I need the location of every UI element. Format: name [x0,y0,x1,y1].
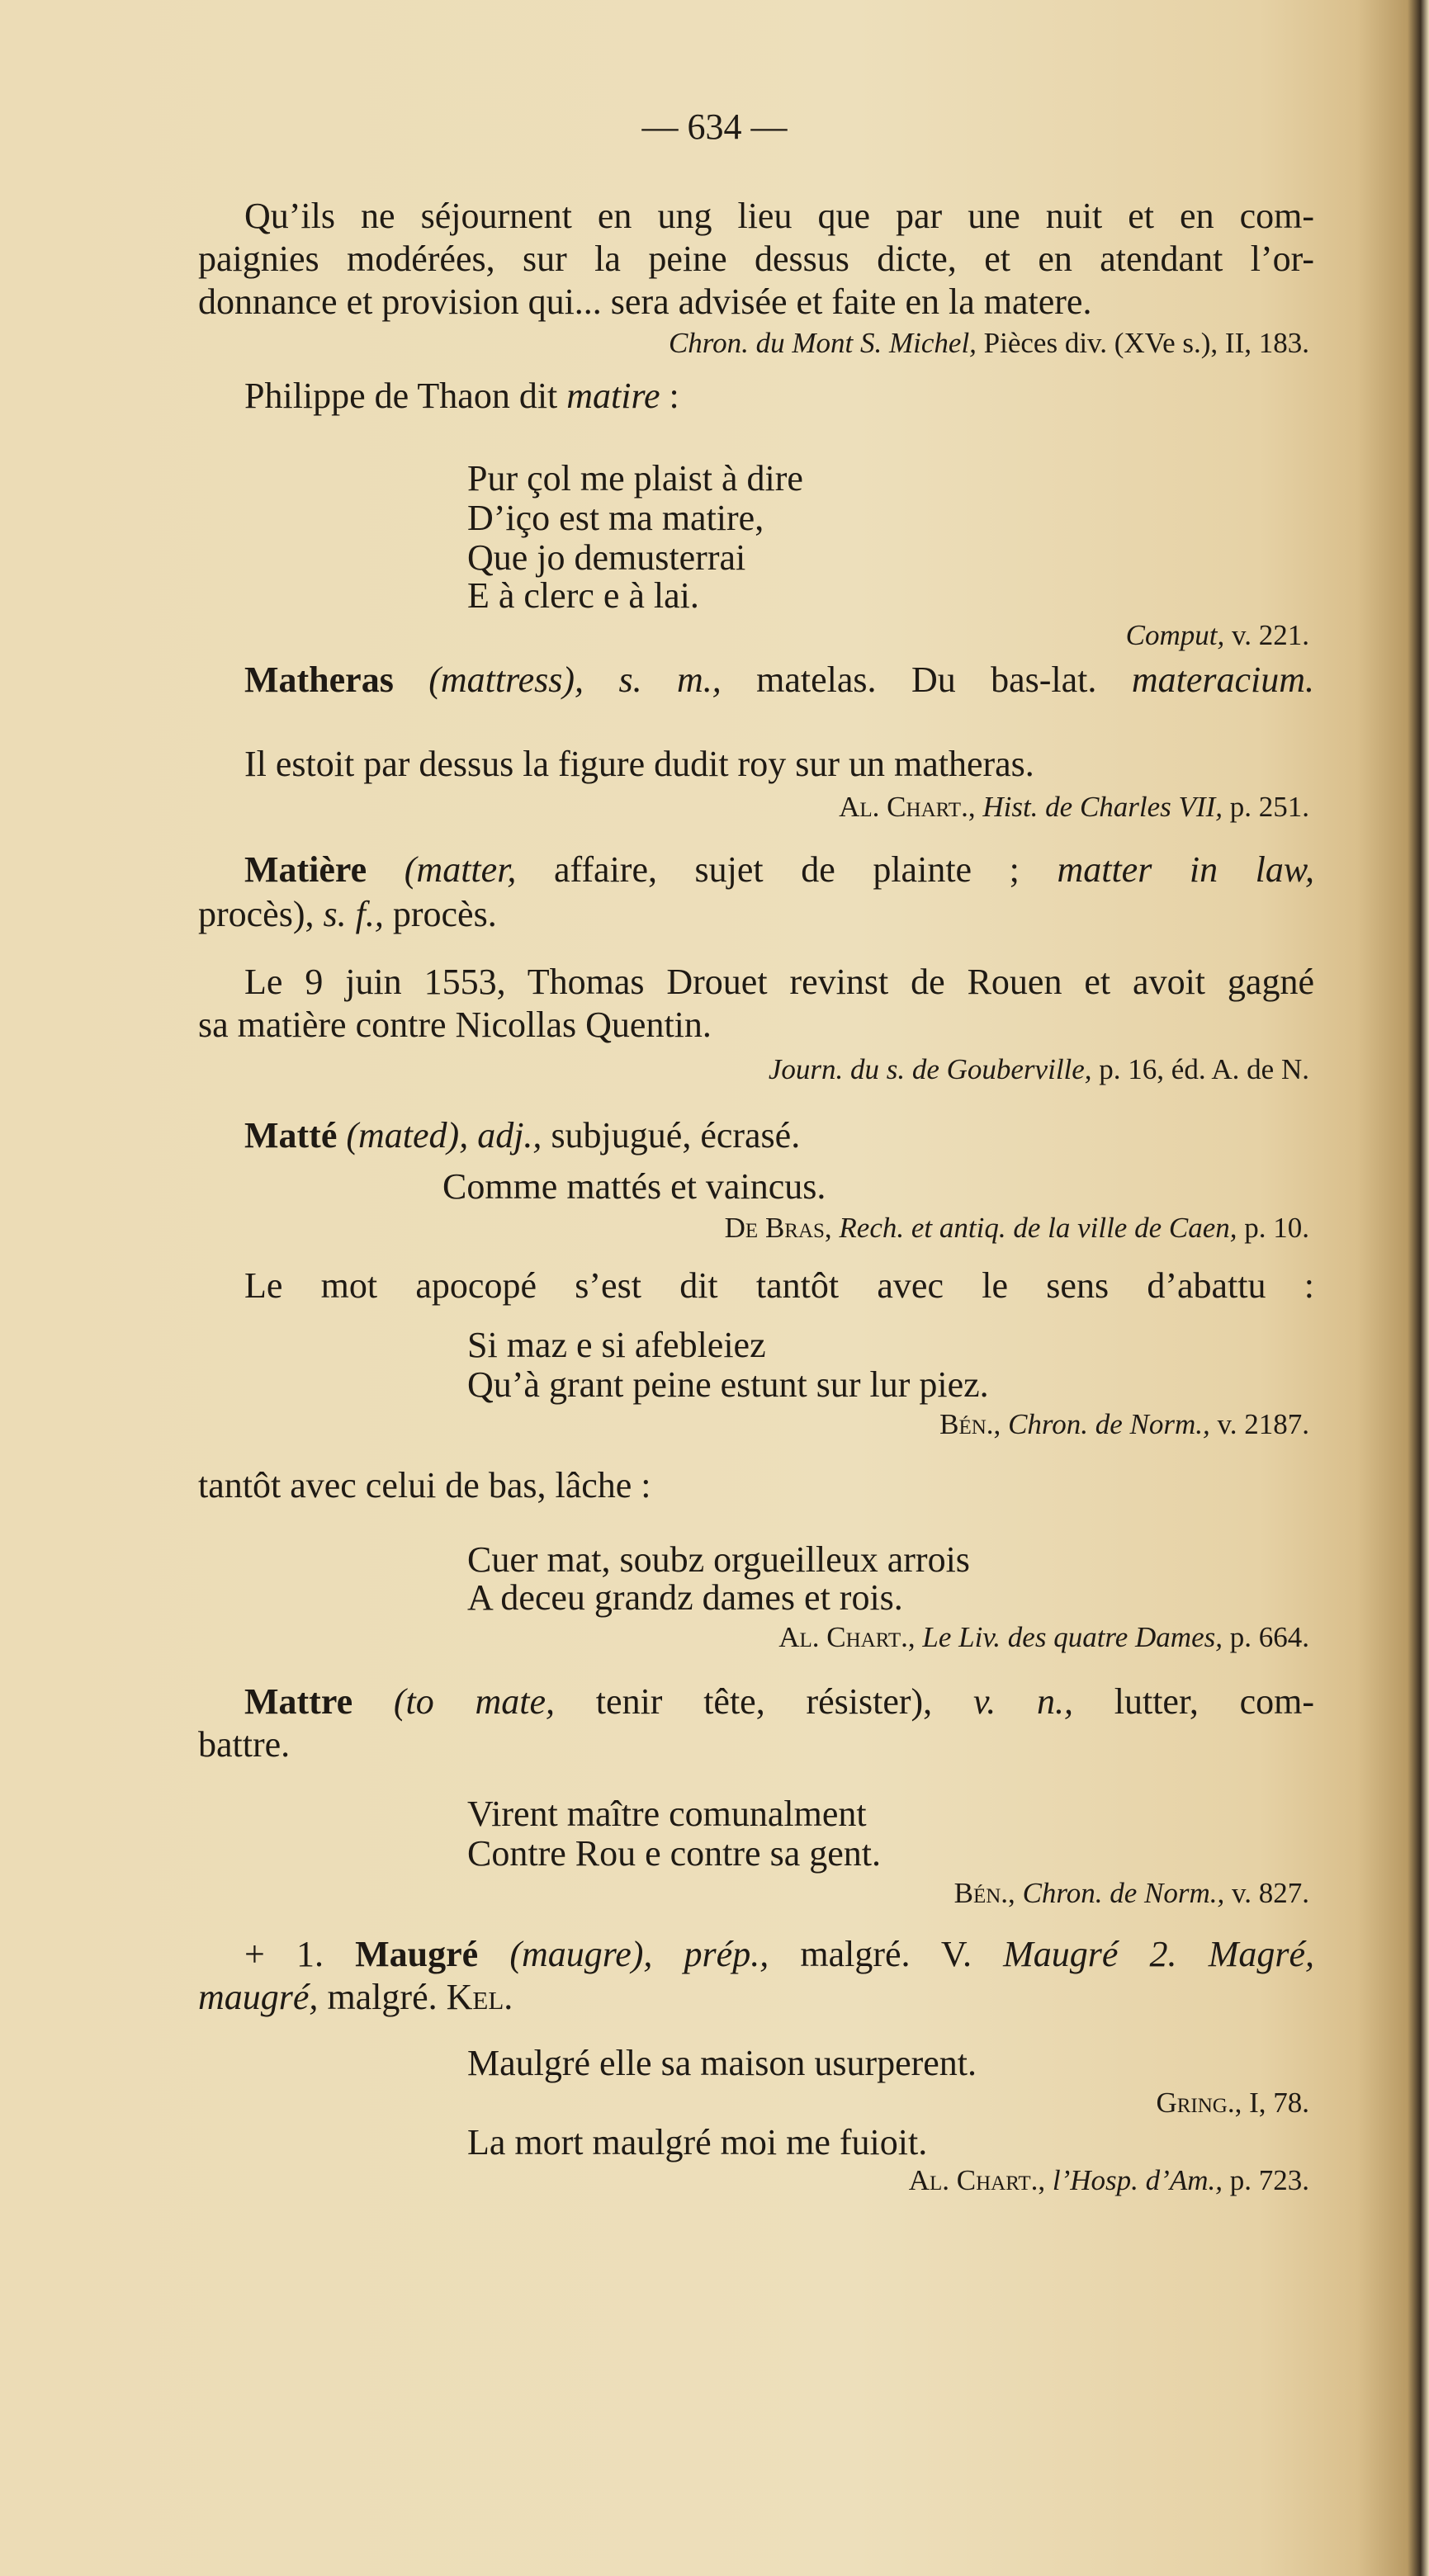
roman-text: Il estoit par dessus la figure dudit roy sur un matheras. [244,744,1034,784]
roman-text: E à clerc e à lai. [467,575,699,616]
roman-text: Virent maître comunalment [467,1794,867,1834]
citation-line [939,1403,1309,1446]
italic-text: Journ. du s. de Gouberville, [768,1053,1092,1085]
headword: Matière [244,849,405,890]
citation-line [1126,614,1309,657]
text-line [198,281,1091,324]
verse-line [467,2121,927,2164]
headword: Matté [244,1115,347,1156]
italic-text: materacium. [1131,659,1314,700]
roman-text: procès. [383,894,497,934]
roman-text: Le mot apocopé s’est dit tantôt avec le sens d’abattu : [244,1265,1314,1306]
roman-text: p. 10. [1237,1212,1309,1244]
text-line [244,848,1314,891]
roman-text: I, 78. [1242,2087,1309,2119]
italic-text: (mattress), s. m., [428,659,722,700]
roman-text: malgré. [318,1977,447,2017]
verse-line [467,1832,881,1875]
roman-text: Pièces div. (XVe s.), II, 183. [976,327,1309,359]
italic-text: s. f., [323,894,384,934]
italic-text: Chron. du Mont S. Michel, [668,327,977,359]
text-line [198,1976,513,2019]
italic-text: Rech. et antiq. de la ville de Caen, [839,1212,1237,1244]
italic-text: (to mate, [393,1681,556,1722]
text-line [198,893,497,936]
italic-text: (maugre), prép., [509,1934,769,1974]
roman-text: Maulgré elle sa maison usurperent. [467,2043,977,2083]
verse-line [467,1364,989,1406]
text-line [198,1723,290,1766]
roman-text: A deceu grandz dames et rois. [467,1577,903,1618]
verse-line [467,574,699,617]
roman-text: v. 2187. [1209,1408,1309,1440]
roman-text: p. 723. [1223,2164,1309,2196]
verse-line [467,2042,977,2085]
roman-text [1045,2164,1053,2196]
verse-line [467,1576,903,1619]
citation-line [909,2159,1309,2202]
roman-text: p. 664. [1223,1621,1309,1653]
verse-line [467,1793,867,1836]
roman-text [1001,1408,1008,1440]
roman-text: Cuer mat, soubz orgueilleux arrois [467,1539,970,1580]
headword: Maugré [355,1934,510,1974]
roman-text [1015,1877,1023,1909]
roman-text: battre. [198,1724,291,1765]
author-abbrev: Kel. [446,1977,513,2017]
verse-line [467,536,745,579]
author-abbrev: Al. Chart., [839,791,976,823]
roman-text: Le 9 juin 1553, Thomas Drouet revinst de Rouen et avoit gagné [244,962,1314,1002]
roman-text: Si maz e si afebleiez [467,1325,766,1365]
italic-text: l’Hosp. d’Am., [1052,2164,1223,2196]
roman-text: Philippe de Thaon dit [244,376,567,416]
roman-text: sa matière contre Nicollas Quentin. [198,1004,712,1045]
italic-text: Chron. de Norm., [1022,1877,1225,1909]
roman-text: : [660,376,679,416]
text-line [244,1114,800,1157]
headword: Mattre [244,1681,394,1722]
text-line [198,1004,712,1047]
verse-line [467,497,764,540]
text-line [198,1464,651,1507]
author-abbrev: Al. Chart., [908,2164,1046,2196]
citation-line [839,786,1309,829]
text-line [244,195,1314,238]
text-line [244,375,679,418]
text-line [244,961,1314,1004]
italic-text: Hist. de Charles VII, [982,791,1223,823]
verse-line [467,457,803,500]
roman-text: tenir tête, résister), [555,1681,973,1722]
roman-text: affaire, sujet de plainte ; [516,849,1058,890]
roman-text: Qu’à grant peine estunt sur lur piez. [467,1364,989,1405]
roman-text: tantôt avec celui de bas, lâche : [198,1465,651,1505]
roman-text: matelas. Du bas-lat. [721,659,1132,700]
roman-text: Comme mattés et vaincus. [442,1166,826,1207]
roman-text: v. 221. [1224,619,1309,651]
text-line [244,1680,1314,1723]
roman-text: lutter, com- [1072,1681,1315,1722]
author-abbrev: Bén., [953,1877,1015,1909]
roman-text: p. 16, éd. A. de N. [1091,1053,1309,1085]
italic-text: maugré, [198,1977,319,2017]
roman-text: La mort maulgré moi me fuioit. [467,2122,928,2162]
text-line [244,659,1314,702]
citation-line [954,1872,1309,1915]
author-abbrev: Al. Chart., [778,1621,916,1653]
citation-line [778,1616,1309,1659]
text-line [244,1933,1314,1976]
verse-line [467,1324,766,1367]
roman-text: D’iço est ma matire, [467,498,764,538]
roman-text: donnance et provision qui... sera advisée et faite en la matere. [198,281,1092,322]
roman-text: Que jo demusterrai [467,537,746,578]
italic-text: Maugré 2. Magré, [1003,1934,1314,1974]
roman-text: + 1. [244,1934,356,1974]
headword: Matheras [244,659,429,700]
author-abbrev: Gring., [1156,2087,1242,2119]
author-abbrev: De Bras, [724,1212,832,1244]
roman-text: v. 827. [1224,1877,1309,1909]
italic-text: matire [566,376,660,416]
italic-text: matter in law, [1057,849,1314,890]
roman-text: Qu’ils ne séjournent en ung lieu que par une nuit et en com- [244,196,1314,236]
verse-line [442,1165,826,1208]
author-abbrev: Bén., [939,1408,1001,1440]
italic-text: (mated), adj., [346,1115,542,1156]
text-line [198,238,1314,281]
italic-text: (matter, [404,849,517,890]
page-number: — 634 — [641,106,788,147]
citation-line [725,1207,1309,1250]
verse-line [467,1539,970,1581]
italic-text: Chron. de Norm., [1008,1408,1210,1440]
roman-text: Pur çol me plaist à dire [467,458,803,499]
roman-text: Contre Rou e contre sa gent. [467,1833,881,1874]
text-line [244,1264,1314,1307]
roman-text: subjugué, écrasé. [542,1115,801,1156]
italic-text: v. n., [972,1681,1073,1722]
citation-line [769,1048,1309,1091]
citation-line [669,322,1309,365]
text-line [244,743,1034,786]
italic-text: Le Liv. des quatre Dames, [922,1621,1223,1653]
roman-text: paignies modérées, sur la peine dessus dicte, et en atendant l’or- [198,239,1314,279]
italic-text: Comput, [1125,619,1225,651]
roman-text: procès), [198,894,324,934]
roman-text: p. 251. [1223,791,1309,823]
citation-line [1156,2082,1309,2125]
roman-text: malgré. V. [769,1934,1004,1974]
